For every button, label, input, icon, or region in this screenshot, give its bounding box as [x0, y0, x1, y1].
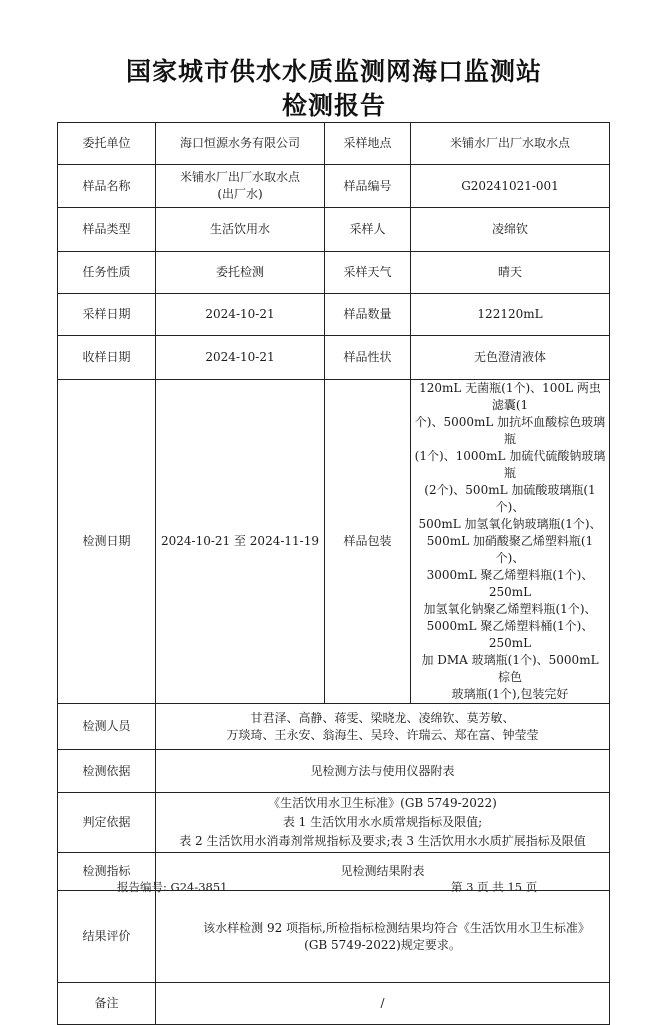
- table-row: [58, 165, 610, 208]
- client-label: 委托单位: [58, 123, 156, 165]
- sample-no-value: G20241021-001: [411, 165, 610, 208]
- index-value: 见检测结果附表: [156, 853, 610, 891]
- pack-line: 500mL 加硝酸聚乙烯塑料瓶(1个)、: [426, 534, 594, 565]
- receive-date-label: 收样日期: [58, 336, 156, 380]
- name-value: [156, 165, 325, 208]
- report-title: 检测报告: [281, 91, 386, 120]
- test-date-value: 2024-10-21 至 2024-11-19: [156, 380, 325, 704]
- client-value: 海口恒源水务有限公司: [156, 123, 325, 165]
- judge-value: [156, 793, 610, 853]
- qty-label: 样品数量: [325, 294, 411, 336]
- note-value: /: [156, 983, 610, 1025]
- pack-line: 玻璃瓶(1个),包装完好: [451, 687, 569, 701]
- report-number: 报告编号: G24-3851: [117, 880, 228, 894]
- table-row: [58, 891, 610, 983]
- judge-line: 表 1 生活饮用水水质常规指标及限值;: [282, 815, 483, 829]
- pack-line: 5000mL 聚乙烯塑料桶(1个)、250mL: [426, 619, 594, 650]
- basis-value: 见检测方法与使用仪器附表: [156, 750, 610, 793]
- weather-value: 晴天: [411, 252, 610, 294]
- site-label: 采样地点: [325, 123, 411, 165]
- name-value-line: (出厂水): [217, 187, 263, 201]
- test-date-label: 检测日期: [58, 380, 156, 704]
- pack-line: 120mL 无菌瓶(1个)、100L 两虫滤囊(1: [419, 381, 601, 412]
- table-row: [58, 294, 610, 336]
- sampler-value: 凌绵钦: [411, 208, 610, 252]
- type-label: 样品类型: [58, 208, 156, 252]
- task-value: 委托检测: [156, 252, 325, 294]
- table-row: [58, 704, 610, 750]
- name-label: 样品名称: [58, 165, 156, 208]
- pack-line: 500mL 加氢氧化钠玻璃瓶(1个)、: [418, 517, 602, 531]
- report-org-title: 国家城市供水水质监测网海口监测站: [125, 57, 542, 86]
- task-label: 任务性质: [58, 252, 156, 294]
- pack-label: 样品包装: [325, 380, 411, 704]
- prop-label: 样品性状: [325, 336, 411, 380]
- result-value: [156, 891, 610, 983]
- table-row: [58, 380, 610, 704]
- sample-date-label: 采样日期: [58, 294, 156, 336]
- staff-label: 检测人员: [58, 704, 156, 750]
- table-row: [58, 750, 610, 793]
- sampler-label: 采样人: [325, 208, 411, 252]
- judge-line: 《生活饮用水卫生标准》(GB 5749-2022): [268, 796, 497, 810]
- table-row: [58, 983, 610, 1025]
- result-label: 结果评价: [58, 891, 156, 983]
- site-value: 米铺水厂出厂水取水点: [411, 123, 610, 165]
- judge-line: 表 2 生活饮用水消毒剂常规指标及要求;表 3 生活饮用水水质扩展指标及限值: [179, 834, 586, 848]
- result-line: (GB 5749-2022)规定要求。: [304, 937, 461, 952]
- table-row: [58, 793, 610, 853]
- table-row: [58, 336, 610, 380]
- pack-line: 加 DMA 玻璃瓶(1个)、5000mL 棕色: [421, 653, 599, 684]
- qty-value: 122120mL: [411, 294, 610, 336]
- table-row: [58, 208, 610, 252]
- pack-line: (2个)、500mL 加硫酸玻璃瓶(1个)、: [424, 483, 596, 514]
- judge-label: 判定依据: [58, 793, 156, 853]
- note-label: 备注: [58, 983, 156, 1025]
- prop-value: 无色澄清液体: [411, 336, 610, 380]
- pack-line: 加氢氧化钠聚乙烯塑料瓶(1个)、: [423, 602, 597, 616]
- pack-value: [411, 380, 610, 704]
- pack-line: (1个)、1000mL 加硫代硫酸钠玻璃瓶: [414, 449, 606, 480]
- page-number: 第 3 页 共 15 页: [451, 880, 538, 894]
- sample-date-value: 2024-10-21: [156, 294, 325, 336]
- staff-line: 万琰琦、王永安、翁海生、吴玲、许瑞云、郑在富、钟莹莹: [226, 727, 539, 742]
- result-line-text: 该水样检测 92 项指标,所检指标检测结果均符合《生活饮用水卫生标准》: [203, 920, 590, 935]
- result-line: [159, 920, 606, 937]
- basis-label: 检测依据: [58, 750, 156, 793]
- staff-value: [156, 704, 610, 750]
- pack-line: 3000mL 聚乙烯塑料瓶(1个)、250mL: [426, 568, 594, 599]
- receive-date-value: 2024-10-21: [156, 336, 325, 380]
- table-row: [58, 252, 610, 294]
- sample-no-label: 样品编号: [325, 165, 411, 208]
- pack-line: 个)、5000mL 加抗坏血酸棕色玻璃瓶: [414, 415, 606, 446]
- table-row: [58, 123, 610, 165]
- type-value: 生活饮用水: [156, 208, 325, 252]
- staff-line: 甘君泽、高静、蒋雯、梁晓龙、凌绵钦、莫芳敏、: [250, 710, 515, 725]
- index-label: 检测指标: [58, 853, 156, 891]
- name-value-line: 米铺水厂出厂水取水点: [179, 170, 300, 184]
- weather-label: 采样天气: [325, 252, 411, 294]
